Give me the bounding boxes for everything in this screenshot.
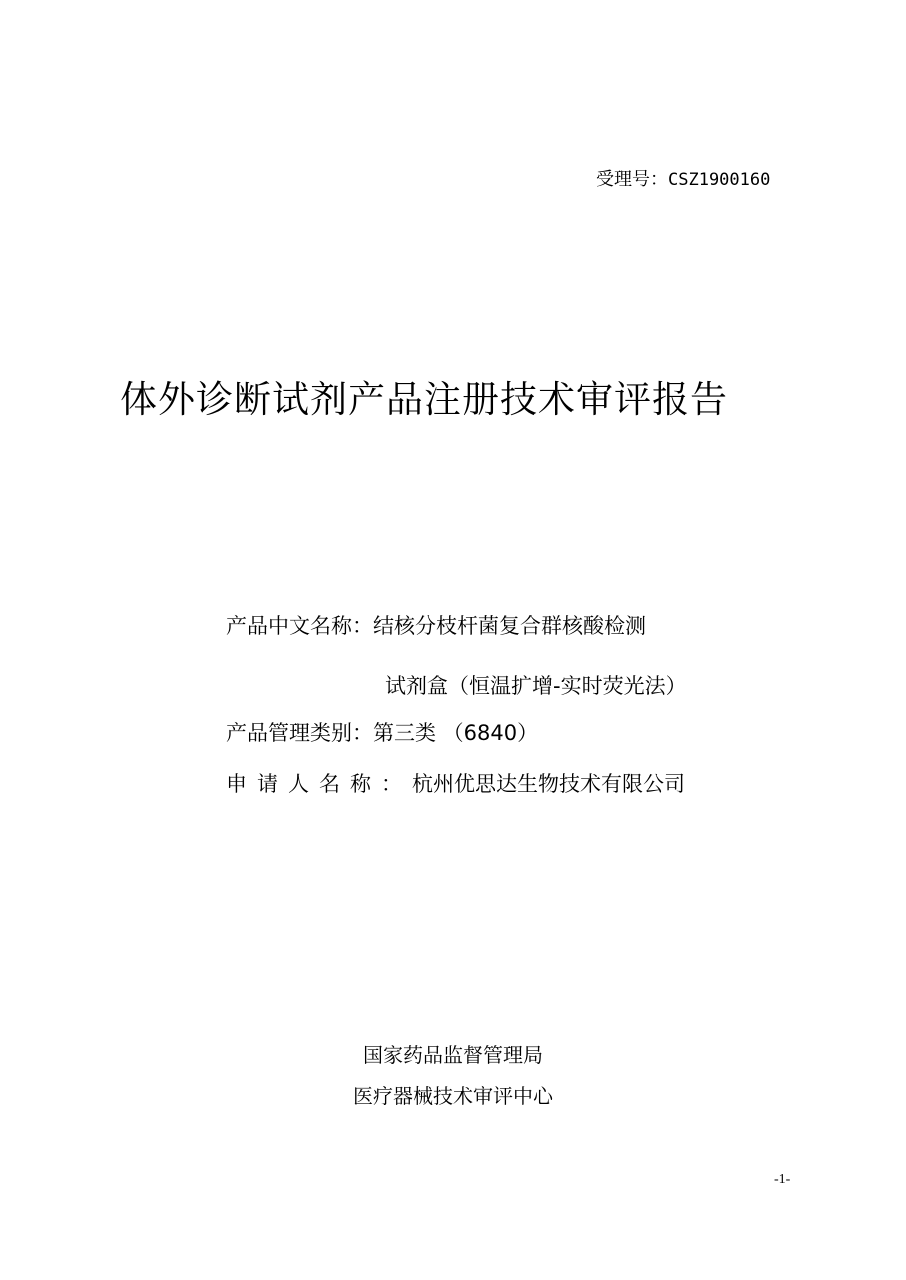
category-label: 产品管理类别：: [226, 721, 373, 745]
review-center: 医疗器械技术审评中心: [353, 1084, 553, 1108]
acceptance-label: 受理号：: [596, 169, 668, 190]
acceptance-number: CSZ1900160: [668, 170, 771, 190]
acceptance-number-line: [596, 168, 770, 192]
applicant-value: 杭州优思达生物技术有限公司: [412, 772, 685, 796]
applicant-row: [226, 770, 685, 798]
category-value: 第三类 （6840）: [373, 721, 539, 745]
product-name-value-line1: 结核分枝杆菌复合群核酸检测: [373, 614, 646, 638]
page-title: 体外诊断试剂产品注册技术审评报告: [120, 378, 728, 421]
product-name-row: [226, 612, 646, 640]
category-row: [226, 719, 538, 747]
applicant-label: 申请人名称：: [226, 772, 412, 796]
product-name-value-line2: 试剂盒（恒温扩增-实时荧光法）: [385, 674, 687, 698]
product-name-label: 产品中文名称：: [226, 614, 373, 638]
page-number: -1-: [774, 1172, 791, 1187]
issuing-authority: 国家药品监督管理局: [363, 1043, 543, 1067]
